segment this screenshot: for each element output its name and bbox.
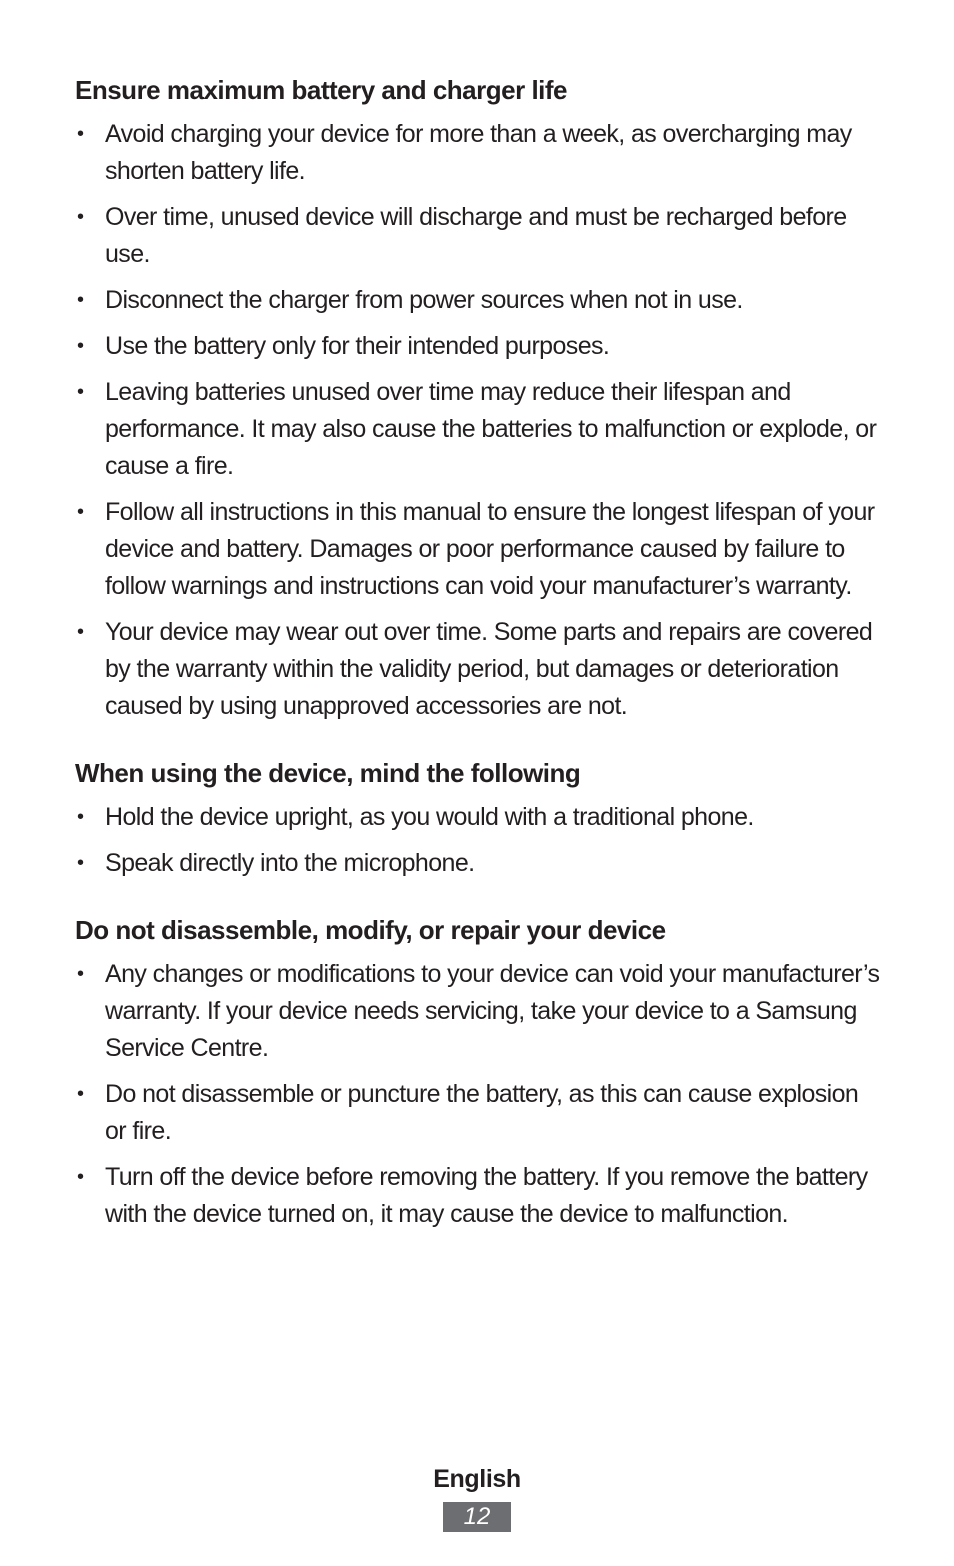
- list-item: [75, 374, 885, 485]
- bullet-icon: •: [77, 621, 84, 643]
- list-item: [75, 1076, 885, 1150]
- list-item-text: Your device may wear out over time. Some parts and repairs are covered by the warranty within the validity period, but damages or deterioration caused by using unapproved accessories are not.: [105, 618, 873, 720]
- bullet-icon: •: [77, 335, 84, 357]
- bullet-icon: •: [77, 501, 84, 523]
- section-battery-charger-life: [75, 72, 885, 725]
- bullet-icon: •: [77, 123, 84, 145]
- list-item: [75, 282, 885, 319]
- page-number: 12: [443, 1502, 511, 1532]
- list-item-text: Over time, unused device will discharge and must be recharged before use.: [105, 203, 847, 268]
- list-item-text: Leaving batteries unused over time may reduce their lifespan and performance. It may also cause the batteries to malfunction or explode, or cause a fire.: [105, 378, 877, 480]
- page-footer: [0, 1462, 954, 1532]
- section-do-not-disassemble: [75, 912, 885, 1233]
- bullet-list: [75, 116, 885, 725]
- list-item-text: Turn off the device before removing the battery. If you remove the battery with the device turned on, it may cause the device to malfunction.: [105, 1163, 868, 1228]
- bullet-icon: •: [77, 289, 84, 311]
- list-item-text: Speak directly into the microphone.: [105, 849, 475, 877]
- list-item-text: Use the battery only for their intended purposes.: [105, 332, 610, 360]
- list-item: [75, 799, 885, 836]
- bullet-icon: •: [77, 206, 84, 228]
- list-item-text: Do not disassemble or puncture the battery, as this can cause explosion or fire.: [105, 1080, 859, 1145]
- bullet-icon: •: [77, 1166, 84, 1188]
- bullet-icon: •: [77, 381, 84, 403]
- list-item: [75, 116, 885, 190]
- list-item: [75, 328, 885, 365]
- list-item-text: Follow all instructions in this manual to ensure the longest lifespan of your device and battery. Damages or poor performance caused by failure to follow warnings and instructions can void your manufacturer’s warranty.: [105, 498, 875, 600]
- list-item: [75, 494, 885, 605]
- section-heading: When using the device, mind the following: [75, 758, 581, 788]
- list-item-text: Avoid charging your device for more than a week, as overcharging may shorten battery life.: [105, 120, 852, 185]
- bullet-icon: •: [77, 852, 84, 874]
- list-item: [75, 614, 885, 725]
- bullet-icon: •: [77, 963, 84, 985]
- list-item: [75, 845, 885, 882]
- section-heading: Do not disassemble, modify, or repair your device: [75, 915, 666, 945]
- page-content: [75, 72, 885, 1242]
- list-item: [75, 199, 885, 273]
- list-item: [75, 956, 885, 1067]
- bullet-icon: •: [77, 1083, 84, 1105]
- bullet-list: [75, 956, 885, 1233]
- list-item-text: Hold the device upright, as you would with a traditional phone.: [105, 803, 754, 831]
- section-heading: Ensure maximum battery and charger life: [75, 75, 568, 105]
- footer-language: English: [433, 1465, 521, 1493]
- section-using-device: [75, 755, 885, 882]
- list-item: [75, 1159, 885, 1233]
- bullet-list: [75, 799, 885, 882]
- bullet-icon: •: [77, 806, 84, 828]
- list-item-text: Disconnect the charger from power sources when not in use.: [105, 286, 743, 314]
- list-item-text: Any changes or modifications to your device can void your manufacturer’s warranty. If your device needs servicing, take your device to a Samsung Service Centre.: [105, 960, 880, 1062]
